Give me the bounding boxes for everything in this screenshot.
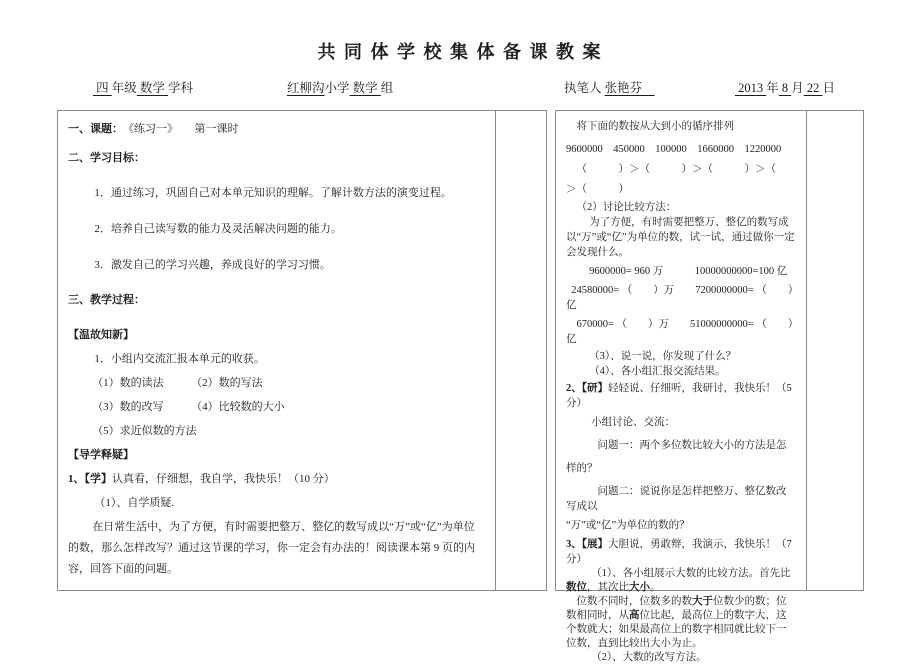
text-run: 月 bbox=[791, 81, 804, 95]
text-run: 位数少的数；位数相同时，从 bbox=[566, 596, 787, 621]
text-run: 认真看，仔细想，我自学，我快乐！（10 分） bbox=[112, 473, 335, 485]
header-grade-subject bbox=[93, 78, 193, 96]
text-run: 3、【展】 bbox=[566, 539, 608, 550]
text-run: 3．激发自己的学习兴趣，养成良好的学习习惯。 bbox=[94, 259, 331, 271]
paragraph bbox=[566, 364, 796, 379]
text-run: （2）讨论比较方法： bbox=[576, 202, 677, 213]
lesson-table bbox=[57, 110, 864, 663]
text-run: 8 bbox=[778, 81, 792, 95]
text-run: ，其次比 bbox=[587, 582, 629, 593]
paragraph bbox=[566, 595, 796, 651]
paragraph bbox=[68, 445, 485, 466]
text-run: 年 bbox=[766, 81, 779, 95]
paragraph bbox=[566, 461, 796, 476]
paragraph bbox=[566, 651, 796, 665]
text-run: 将下面的数按从大到小的循序排列 bbox=[576, 121, 734, 132]
paragraph bbox=[68, 219, 485, 240]
text-run: 问题二：说说你是怎样把整万、整亿数改写成以 bbox=[566, 486, 787, 512]
text-run: 二、学习目标： bbox=[68, 152, 145, 164]
text-run: 2、【研】 bbox=[566, 383, 608, 394]
text-run: 【温故知新】 bbox=[68, 329, 134, 341]
page-title: 共 同 体 学 校 集 体 备 课 教 案 bbox=[317, 42, 603, 62]
text-run: ＞（ ） bbox=[566, 184, 629, 195]
text-run: （4）、各小组汇报交流结果。 bbox=[589, 366, 726, 377]
paragraph bbox=[68, 493, 485, 514]
paragraph bbox=[566, 349, 796, 364]
text-run: 大小 bbox=[629, 582, 650, 593]
text-run: （3）、说一说，你发现了什么？ bbox=[589, 351, 737, 362]
paragraph bbox=[566, 537, 796, 567]
text-run: 22 bbox=[803, 81, 823, 95]
right-content-column bbox=[556, 111, 806, 663]
paragraph bbox=[566, 142, 796, 157]
text-run: 大于 bbox=[692, 596, 713, 607]
text-run: 9600000 450000 100000 1660000 1220000 bbox=[566, 144, 782, 155]
text-run: 问题一：两个多位数比较大小的方法是怎 bbox=[597, 440, 787, 451]
text-run: 24580000= （ ）万 7200000000= （ ）亿 bbox=[566, 285, 794, 311]
text-run: 2013 bbox=[735, 81, 767, 95]
paragraph bbox=[68, 397, 485, 418]
text-run: 红柳沟 bbox=[287, 81, 325, 95]
text-run: 【导学释疑】 bbox=[68, 449, 134, 461]
text-run: （1）数的读法 （2）数的写法 bbox=[92, 377, 263, 389]
text-run: 年级 bbox=[111, 81, 137, 95]
text-run: 位数不同时，位数多的数 bbox=[576, 596, 692, 607]
header-date bbox=[735, 78, 835, 96]
paragraph bbox=[566, 484, 796, 514]
paragraph bbox=[566, 200, 796, 215]
text-run: 学科 bbox=[168, 81, 194, 95]
text-run: 张艳芬 bbox=[604, 81, 655, 95]
text-run: 位比起，最高位上的数字大，这个数就大；如果最高位上的数字相同就比较下一位数，直到比较出大小为止。 bbox=[566, 610, 787, 649]
text-run: 四 bbox=[93, 81, 112, 95]
paragraph bbox=[566, 264, 796, 279]
text-run: 小组讨论、交流： bbox=[591, 417, 676, 428]
paragraph bbox=[68, 349, 485, 370]
text-run: 轻轻说、仔细听，我研讨，我快乐！（5 分） bbox=[566, 383, 795, 409]
header-row bbox=[0, 0, 920, 100]
right-panel bbox=[555, 110, 864, 663]
text-run: （3）数的改写 （4）比较数的大小 bbox=[92, 401, 285, 413]
text-run: （1）、自学质疑. bbox=[94, 497, 175, 509]
text-run: 执笔人 bbox=[564, 81, 605, 95]
paragraph bbox=[566, 381, 796, 411]
paragraph bbox=[68, 421, 485, 442]
text-run: 670000= （ ）万 51000000000= （ ）亿 bbox=[566, 319, 794, 345]
header-school-group bbox=[287, 78, 393, 96]
text-run: 数学 bbox=[136, 81, 169, 95]
paragraph bbox=[566, 518, 796, 533]
paragraph bbox=[566, 119, 796, 134]
text-run: 9600000= 960 万 10000000000=100 亿 bbox=[589, 266, 788, 277]
paragraph bbox=[68, 325, 485, 346]
left-panel bbox=[57, 110, 547, 591]
text-run: 2．培养自己读写数的能力及灵活解决问题的能力。 bbox=[94, 223, 342, 235]
paragraph bbox=[68, 255, 485, 276]
text-run: 在日常生活中，为了方便，有时需要把整万、整亿的数写成以“万”或“亿”为单位的数，那么怎样改写？通过这节课的学习，你一定会有办法的！阅读课本第 9 页的内容，回答下面的问题。 bbox=[68, 521, 475, 575]
paragraph bbox=[566, 415, 796, 430]
text-run: 数位 bbox=[566, 582, 587, 593]
paragraph bbox=[566, 317, 796, 347]
text-run: 小学 bbox=[324, 81, 350, 95]
right-note-column bbox=[806, 111, 863, 590]
text-run: 日 bbox=[822, 81, 836, 95]
text-run: 一、课题： bbox=[68, 123, 118, 135]
text-run: 1．小组内交流汇报本单元的收获。 bbox=[94, 353, 265, 365]
paragraph bbox=[68, 119, 485, 140]
text-run: 大胆说，勇敢辩，我演示，我快乐！（7 分） bbox=[566, 539, 795, 565]
paragraph bbox=[68, 148, 485, 169]
paragraph bbox=[566, 438, 796, 453]
paragraph bbox=[566, 162, 796, 177]
paragraph bbox=[68, 469, 485, 490]
text-run: （ ）＞（ ）＞（ ）＞（ bbox=[576, 164, 776, 175]
text-run: 三、教学过程： bbox=[68, 294, 145, 306]
text-run: 高 bbox=[629, 610, 640, 621]
text-run: 为了方便，有时需要把整万、整亿的数写成以“万”或“亿”为单位的数，试一试，通过做你一定会发现什么。 bbox=[566, 217, 795, 258]
text-run: （5）求近似数的方法 bbox=[92, 425, 197, 437]
paragraph bbox=[566, 182, 796, 197]
text-run: （1）、各小组展示大数的比较方法。首先比 bbox=[591, 568, 791, 579]
header-writer bbox=[564, 78, 655, 96]
left-note-column bbox=[495, 111, 546, 590]
paragraph bbox=[566, 567, 796, 595]
paragraph bbox=[68, 183, 485, 204]
paragraph bbox=[566, 283, 796, 313]
text-run: 《练习一》 第一课时 bbox=[117, 123, 239, 135]
text-run: （2）、大数的改写方法。 bbox=[591, 652, 707, 663]
text-run: 组 bbox=[380, 81, 394, 95]
paragraph bbox=[68, 517, 485, 580]
paragraph bbox=[68, 290, 485, 311]
paragraph bbox=[566, 215, 796, 260]
paragraph bbox=[68, 373, 485, 394]
text-run: 。 bbox=[650, 582, 661, 593]
text-run: 数学 bbox=[349, 81, 381, 95]
text-run: 1．通过练习，巩固自己对本单元知识的理解。了解计数方法的演变过程。 bbox=[94, 187, 452, 199]
left-content-column bbox=[58, 111, 495, 590]
text-run: 1、【学】 bbox=[68, 473, 112, 485]
text-run: “万”或“亿”为单位的数的？ bbox=[566, 520, 690, 531]
text-run: 样的？ bbox=[566, 463, 598, 474]
